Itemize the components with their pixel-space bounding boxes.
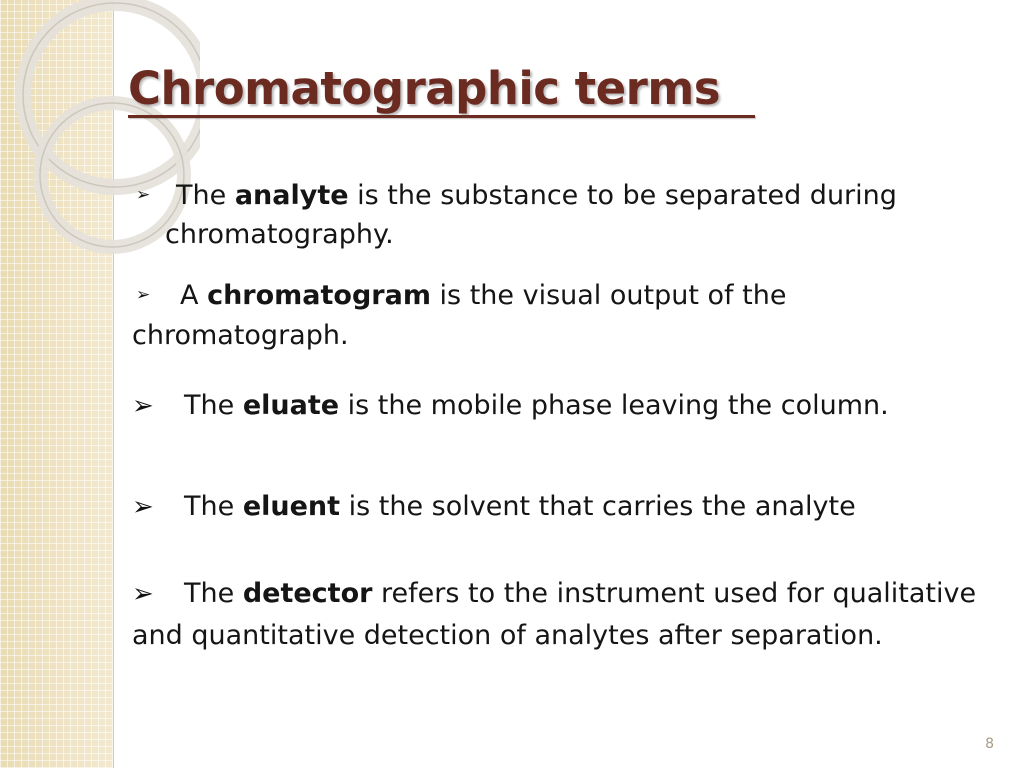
term-eluate: eluate bbox=[242, 390, 340, 421]
bullet-arrow-icon: ➢ bbox=[136, 285, 151, 305]
bullet-text-post: is the visual output of the bbox=[430, 280, 787, 311]
bullet-arrow-icon: ➢ bbox=[132, 391, 154, 421]
term-analyte: analyte bbox=[234, 180, 349, 211]
bullet-text-continuation: and quantitative detection of analytes after separation. bbox=[132, 620, 883, 651]
bullet-text-pre: The bbox=[184, 390, 243, 421]
bullet-text-post: is the mobile phase leaving the column. bbox=[339, 390, 889, 421]
bullet-chromatogram bbox=[132, 275, 786, 356]
bullet-text-continuation: chromatography. bbox=[165, 219, 394, 250]
bullet-text-post: is the substance to be separated during bbox=[348, 180, 897, 211]
page-number: 8 bbox=[985, 736, 994, 752]
bullet-text-continuation: chromatograph. bbox=[132, 320, 349, 351]
bullet-text-pre: The bbox=[184, 491, 243, 522]
bullet-text-pre: The bbox=[184, 578, 243, 609]
bullet-text-pre: The bbox=[176, 180, 235, 211]
bullet-eluent bbox=[132, 487, 856, 527]
term-eluent: eluent bbox=[242, 491, 341, 522]
title-underline bbox=[128, 115, 755, 118]
bullet-eluate bbox=[132, 386, 889, 426]
term-chromatogram: chromatogram bbox=[207, 280, 431, 311]
bullet-arrow-icon: ➢ bbox=[132, 492, 154, 522]
bullet-text-post: refers to the instrument used for qualitative bbox=[372, 578, 977, 609]
bullet-arrow-icon: ➢ bbox=[132, 579, 154, 609]
term-detector: detector bbox=[242, 578, 373, 609]
slide-title: Chromatographic terms bbox=[128, 62, 721, 115]
bullet-text-pre: A bbox=[180, 280, 208, 311]
bullet-analyte bbox=[136, 176, 897, 254]
bullet-detector bbox=[132, 573, 976, 657]
bullet-text-post: is the solvent that carries the analyte bbox=[340, 491, 856, 522]
decorative-side-panel bbox=[0, 0, 114, 768]
bullet-arrow-icon: ➢ bbox=[136, 185, 151, 205]
